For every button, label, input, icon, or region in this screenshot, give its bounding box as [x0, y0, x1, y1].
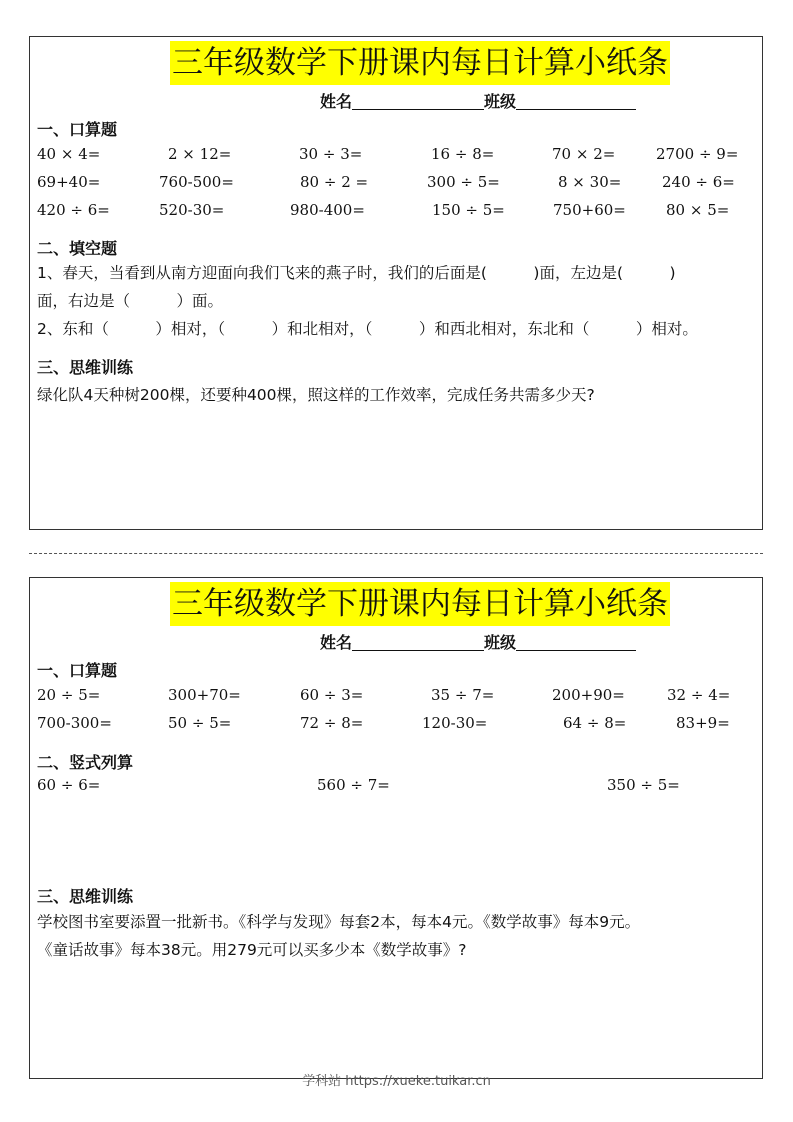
oral-problem: 60 ÷ 3= — [300, 686, 364, 704]
vertical-row — [30, 776, 764, 798]
name-blank[interactable] — [352, 632, 484, 651]
oral-row — [30, 173, 764, 195]
oral-problem: 120-30= — [422, 714, 488, 732]
worksheet-card-1 — [29, 36, 763, 530]
oral-problem: 150 ÷ 5= — [432, 201, 505, 219]
oral-problem: 8 × 30= — [558, 173, 622, 191]
class-label: 班级 — [484, 633, 517, 652]
problem-text: 学校图书室要添置一批新书。《科学与发现》每套2本，每本4元。《数学故事》每本9元。 — [37, 913, 641, 931]
oral-problem: 750+60= — [553, 201, 626, 219]
cut-line — [29, 553, 763, 554]
worksheet-card-2 — [29, 577, 763, 1079]
oral-problem: 50 ÷ 5= — [168, 714, 232, 732]
oral-problem: 420 ÷ 6= — [37, 201, 110, 219]
oral-problem: 16 ÷ 8= — [431, 145, 495, 163]
problem-text: 《童话故事》每本38元。用279元可以买多少本《数学故事》? — [37, 941, 467, 959]
oral-problem: 80 × 5= — [666, 201, 730, 219]
thinking-problem — [37, 381, 761, 409]
oral-row — [30, 145, 764, 167]
worksheet-title: 三年级数学下册课内每日计算小纸条 — [170, 41, 670, 85]
vertical-problem: 350 ÷ 5= — [607, 776, 680, 794]
fill-line: 2、东和（ ）相对，（ ）和北相对，（ ）和西北相对，东北和（ ）相对。 — [37, 320, 698, 338]
section-fill-heading: 二、填空题 — [37, 239, 118, 258]
oral-problem: 760-500= — [159, 173, 234, 191]
section-oral-heading: 一、口算题 — [37, 120, 118, 139]
name-blank[interactable] — [352, 91, 484, 110]
fill-in-questions — [37, 259, 761, 343]
worksheet-title: 三年级数学下册课内每日计算小纸条 — [170, 582, 670, 626]
fill-line: 面，右边是（ ）面。 — [37, 292, 224, 310]
name-label: 姓名 — [320, 633, 353, 652]
vertical-problem: 560 ÷ 7= — [317, 776, 390, 794]
section-vertical-heading: 二、竖式列算 — [37, 753, 134, 772]
oral-problem: 35 ÷ 7= — [431, 686, 495, 704]
oral-problem: 20 ÷ 5= — [37, 686, 101, 704]
oral-problem: 80 ÷ 2 = — [300, 173, 369, 191]
vertical-problem: 60 ÷ 6= — [37, 776, 101, 794]
oral-problem: 2 × 12= — [168, 145, 232, 163]
class-blank[interactable] — [516, 632, 636, 651]
section-thinking-heading: 三、思维训练 — [37, 358, 134, 377]
oral-row — [30, 686, 764, 708]
name-label: 姓名 — [320, 92, 353, 111]
problem-text: 绿化队4天种树200棵，还要种400棵，照这样的工作效率，完成任务共需多少天? — [37, 386, 595, 404]
oral-problem: 83+9= — [676, 714, 730, 732]
oral-problem: 30 ÷ 3= — [299, 145, 363, 163]
oral-problem: 700-300= — [37, 714, 112, 732]
oral-problem: 32 ÷ 4= — [667, 686, 731, 704]
fill-line: 1、春天，当看到从南方迎面向我们飞来的燕子时，我们的后面是( )面，左边是( ) — [37, 264, 676, 282]
section-thinking-heading: 三、思维训练 — [37, 887, 134, 906]
oral-problem: 69+40= — [37, 173, 101, 191]
oral-problem: 300 ÷ 5= — [427, 173, 500, 191]
footer-watermark: 学科站 https://xueke.tuikar.cn — [302, 1074, 491, 1089]
name-class-row — [320, 630, 636, 653]
oral-problem: 300+70= — [168, 686, 241, 704]
oral-row — [30, 201, 764, 223]
class-label: 班级 — [484, 92, 517, 111]
oral-problem: 200+90= — [552, 686, 625, 704]
oral-problem: 40 × 4= — [37, 145, 101, 163]
section-oral-heading: 一、口算题 — [37, 661, 118, 680]
thinking-problem — [37, 908, 761, 964]
oral-row — [30, 714, 764, 736]
oral-problem: 240 ÷ 6= — [662, 173, 735, 191]
oral-problem: 520-30= — [159, 201, 225, 219]
oral-problem: 72 ÷ 8= — [300, 714, 364, 732]
oral-problem: 980-400= — [290, 201, 365, 219]
oral-problem: 64 ÷ 8= — [563, 714, 627, 732]
oral-problem: 2700 ÷ 9= — [656, 145, 739, 163]
name-class-row — [320, 89, 636, 112]
class-blank[interactable] — [516, 91, 636, 110]
oral-problem: 70 × 2= — [552, 145, 616, 163]
